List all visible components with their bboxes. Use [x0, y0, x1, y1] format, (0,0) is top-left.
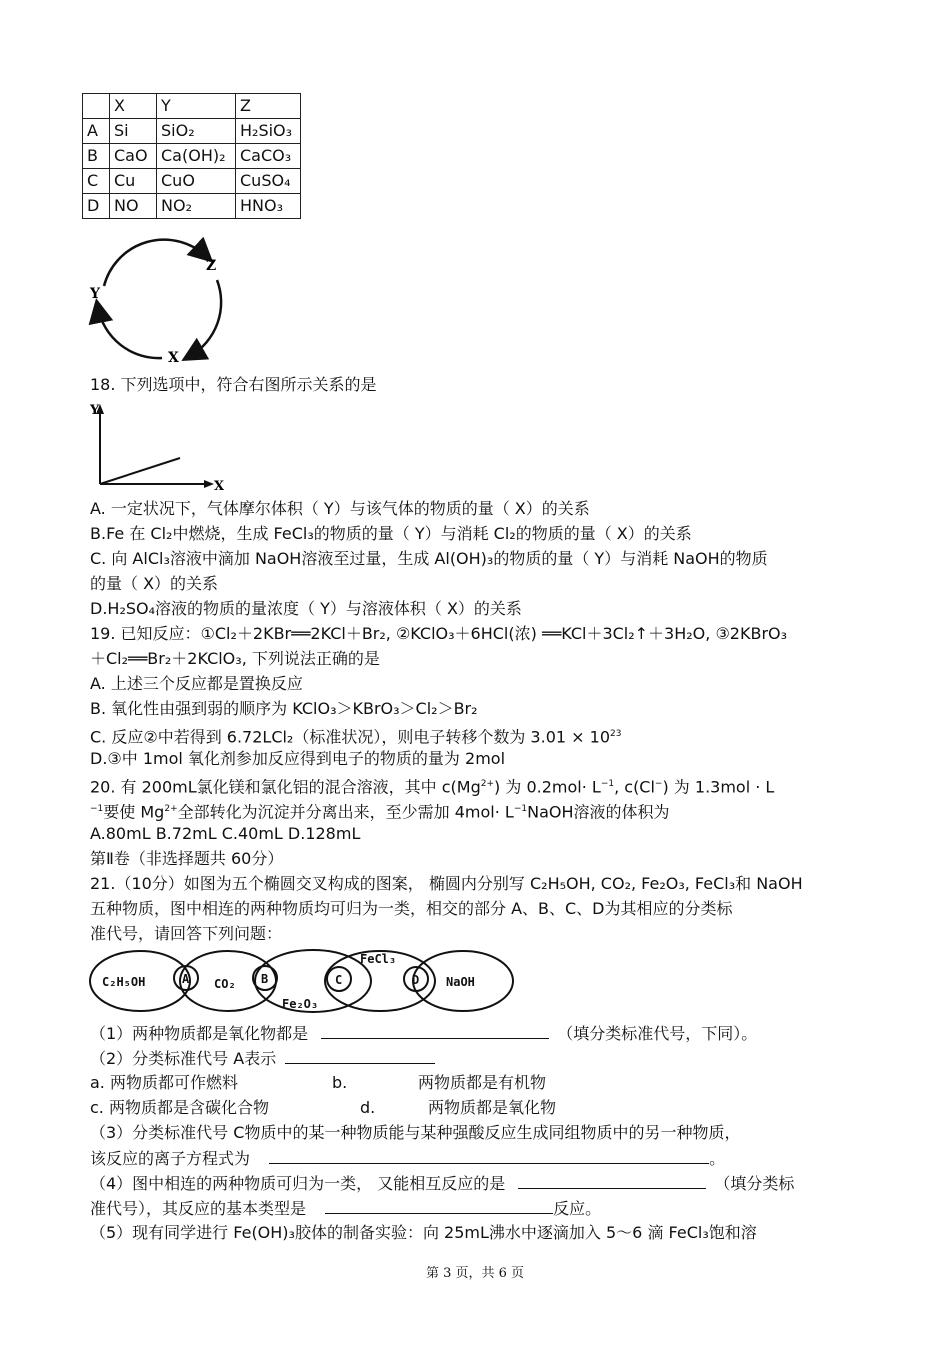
q21-part3-line2: [90, 1147, 725, 1170]
q21-part4-line2-text: 准代号），其反应的基本类型是: [90, 1199, 307, 1218]
table-cell: CaCO₃: [236, 144, 301, 169]
label-z: Z: [206, 258, 217, 274]
q21-option-d: 两物质都是氧化物: [428, 1098, 557, 1117]
q20-line1: [90, 773, 774, 798]
q21-option-c: c. 两物质都是含碳化合物: [90, 1098, 269, 1117]
q20-sup: 2+: [480, 779, 495, 789]
table-header-cell: [83, 94, 110, 119]
q19-option-c-text: C. 反应②中若得到 6.72LCl₂（标准状况），则电子转移个数为 3.01 × 10: [90, 727, 610, 747]
graph-line: [100, 458, 180, 484]
label-naoh: NaOH: [446, 975, 475, 989]
table-cell: C: [83, 169, 110, 194]
q21-part1: [90, 1022, 757, 1045]
label-x: X: [168, 350, 179, 366]
q19-stem-line2: ＋Cl₂══Br₂＋2KClO₃, 下列说法正确的是: [90, 649, 380, 668]
q21-part5: （5）现有同学进行 Fe(OH)₃胶体的制备实验：向 25mL沸水中逐滴加入 5～6 滴 FeCl₃饱和溶: [90, 1223, 757, 1242]
linear-graph: [88, 398, 228, 494]
q21-part4-suffix: （填分类标: [714, 1174, 795, 1193]
q20-text: 要使 Mg: [103, 802, 165, 822]
arrow-y-to-z: [104, 240, 206, 286]
table-cell: H₂SiO₃: [236, 119, 301, 144]
q20-sup: −1: [600, 779, 615, 789]
q21-part4-line2: [90, 1197, 601, 1220]
table-header-cell: Y: [157, 94, 236, 119]
label-co2: CO₂: [214, 977, 236, 991]
table-cell: CuO: [157, 169, 236, 194]
q20-sup: 2+: [164, 804, 178, 814]
answer-blank-3[interactable]: [269, 1147, 709, 1164]
table-cell: Ca(OH)₂: [157, 144, 236, 169]
q18-option-b: B.Fe 在 Cl₂中燃烧，生成 FeCl₃的物质的量（ Y）与消耗 Cl₂的物质的量（ X）的关系: [90, 524, 692, 543]
table-cell: A: [83, 119, 110, 144]
label-y: Y: [90, 286, 100, 302]
q20-text: 20. 有 200mL氯化镁和氯化铝的混合溶液，其中 c(Mg: [90, 777, 481, 797]
label-d: D: [412, 973, 420, 987]
q21-option-a: a. 两物质都可作燃料: [90, 1073, 238, 1092]
q19-stem-line1: 19. 已知反应：①Cl₂＋2KBr══2KCl＋Br₂, ②KClO₃＋6HCl(浓) ══KCl＋3Cl₂↑＋3H₂O, ③2KBrO₃: [90, 624, 788, 643]
q21-part3-line1: （3）分类标准代号 C物质中的某一种物质能与某种强酸反应生成同组物质中的另一种物质，: [90, 1123, 741, 1142]
table-cell: Cu: [110, 169, 157, 194]
table-row: [83, 194, 301, 219]
q20-sup: −: [654, 779, 663, 789]
table-cell: HNO₃: [236, 194, 301, 219]
q21-part3-text: 该反应的离子方程式为: [90, 1149, 251, 1168]
q21-part2-text: （2）分类标准代号 A表示: [90, 1049, 277, 1068]
cycle-diagram: [82, 228, 232, 368]
page-footer: 第 3 页，共 6 页: [425, 1266, 525, 1281]
table-row: [83, 119, 301, 144]
q21-option-d-label: d.: [360, 1098, 376, 1117]
label-c2h5oh: C₂H₅OH: [102, 975, 146, 989]
answer-blank-2[interactable]: [285, 1047, 435, 1064]
q21-part1-suffix: （填分类标准代号，下同）。: [557, 1024, 758, 1043]
q21-stem-line3: 准代号，请回答下列问题：: [90, 924, 283, 943]
q21-part1-text: （1）两种物质都是氧化物都是: [90, 1024, 309, 1043]
graph-label-y: Y: [90, 403, 100, 418]
q18-option-c-line1: C. 向 AlCl₃溶液中滴加 NaOH溶液至过量，生成 Al(OH)₃的物质的量（ Y）与消耗 NaOH的物质: [90, 549, 768, 568]
q21-part4-line1: [90, 1172, 794, 1195]
label-fe2o3: Fe₂O₃: [282, 997, 319, 1011]
table-cell: SiO₂: [157, 119, 236, 144]
graph-label-x: X: [214, 479, 225, 494]
q19-option-a: A. 上述三个反应都是置换反应: [90, 674, 303, 693]
table-cell: CuSO₄: [236, 169, 301, 194]
q20-text: , c(Cl: [614, 777, 655, 797]
table-cell: NO: [110, 194, 157, 219]
label-b: B: [261, 972, 269, 986]
label-fecl3: FeCl₃: [360, 952, 397, 966]
answer-blank-5[interactable]: [325, 1197, 553, 1214]
table-cell: CaO: [110, 144, 157, 169]
table-header-cell: Z: [236, 94, 301, 119]
answer-blank-4[interactable]: [518, 1172, 706, 1189]
q20-text: 全部转化为沉淀并分离出来，至少需加 4mol· L: [177, 802, 514, 822]
ellipse-diagram: [88, 948, 518, 1014]
q21-option-b-label: b.: [332, 1073, 348, 1092]
q20-sup: −1: [90, 804, 104, 814]
arrow-x-to-y: [98, 308, 162, 358]
q19-option-b: B. 氧化性由强到弱的顺序为 KClO₃＞KBrO₃＞Cl₂＞Br₂: [90, 699, 478, 718]
q20-text: ) 为 0.2mol· L: [494, 777, 601, 797]
label-a: A: [182, 972, 190, 986]
q18-option-c-line2: 的量（ X）的关系: [90, 574, 219, 593]
q21-stem-line1: 21.（10分）如图为五个椭圆交叉构成的图案， 椭圆内分别写 C₂H₅OH, CO₂, Fe₂O₃, FeCl₃和 NaOH: [90, 874, 803, 893]
q19-option-c: [90, 723, 621, 748]
table-cell: Si: [110, 119, 157, 144]
table-row: [83, 169, 301, 194]
options-table: [82, 93, 301, 219]
table-cell: D: [83, 194, 110, 219]
answer-blank-1[interactable]: [321, 1022, 549, 1039]
q21-part4-text: （4）图中相连的两种物质可归为一类， 又能相互反应的是: [90, 1174, 506, 1193]
q21-part2: [90, 1047, 435, 1070]
table-header-row: [83, 94, 301, 119]
q18-option-a: A. 一定状况下，气体摩尔体积（ Y）与该气体的物质的量（ X）的关系: [90, 499, 590, 518]
table-row: [83, 144, 301, 169]
q21-option-b: 两物质都是有机物: [418, 1073, 547, 1092]
q20-sup: −1: [513, 804, 528, 814]
q18-option-d: D.H₂SO₄溶液的物质的量浓度（ Y）与溶液体积（ X）的关系: [90, 599, 522, 618]
q19-option-d: D.③中 1mol 氧化剂参加反应得到电子的物质的量为 2mol: [90, 749, 506, 768]
table-header-cell: X: [110, 94, 157, 119]
label-c: C: [335, 973, 343, 987]
q21-part4-line2-suffix: 反应。: [553, 1199, 602, 1218]
table-cell: B: [83, 144, 110, 169]
q21-options-cd: [90, 1097, 557, 1119]
q18-stem: 18. 下列选项中，符合右图所示关系的是: [90, 375, 377, 394]
q20-text: NaOH溶液的体积为: [527, 802, 670, 822]
q21-stem-line2: 五种物质，图中相连的两种物质均可归为一类，相交的部分 A、B、C、D为其相应的分类标: [90, 899, 733, 918]
q21-options-ab: [90, 1072, 547, 1094]
section-2-title: 第Ⅱ卷（非选择题共 60分）: [90, 849, 284, 868]
x-axis-arrow: [204, 480, 214, 488]
q21-part3-end: 。: [709, 1149, 726, 1168]
arrow-z-to-x: [190, 280, 221, 356]
q20-options: A.80mL B.72mL C.40mL D.128mL: [90, 824, 361, 843]
q20-text: ) 为 1.3mol · L: [662, 777, 775, 797]
table-cell: NO₂: [157, 194, 236, 219]
q20-line2: [90, 798, 670, 823]
q19-option-c-exponent: 23: [610, 729, 622, 739]
